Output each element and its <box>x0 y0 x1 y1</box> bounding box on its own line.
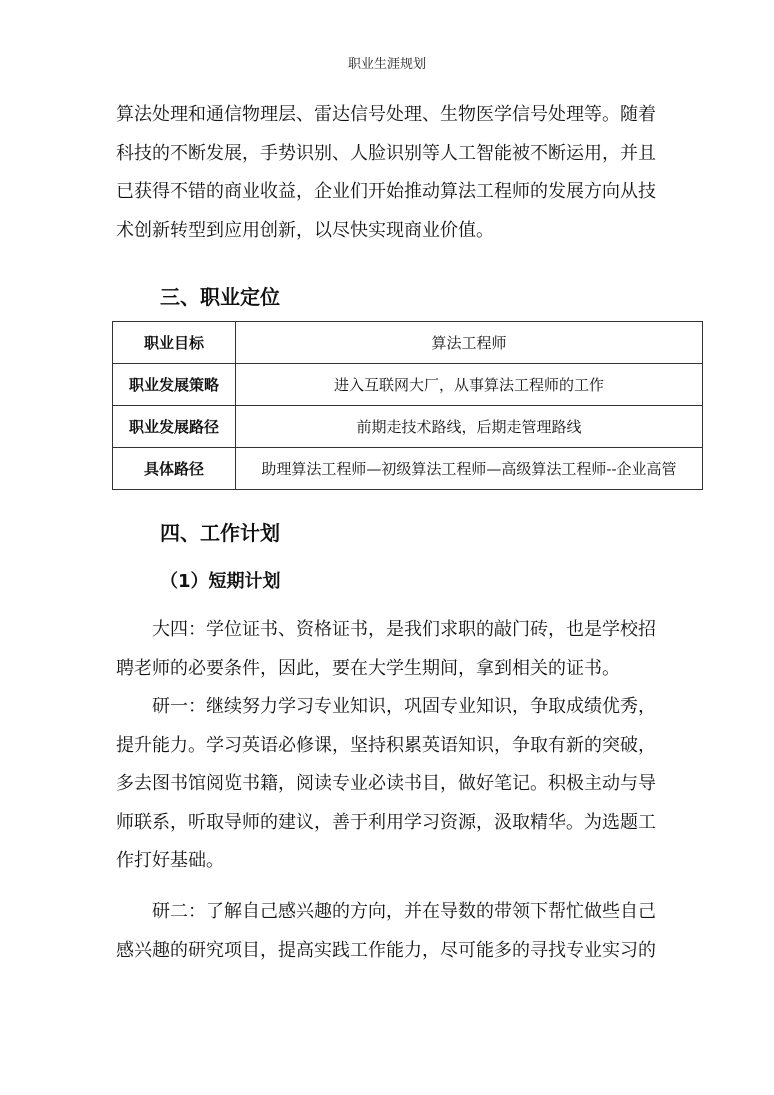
paragraph-line: 多去图书馆阅览书籍，阅读专业必读书目，做好笔记。积极主动与导 <box>116 773 656 794</box>
intro-line: 科技的不断发展，手势识别、人脸识别等人工智能被不断运用，并且 <box>116 142 656 164</box>
paragraph-line: 作打好基础。 <box>116 850 224 871</box>
intro-line: 已获得不错的商业收益，企业们开始推动算法工程师的发展方向从技 <box>116 181 656 202</box>
subheading-short-term-plan: （1）短期计划 <box>160 571 281 592</box>
intro-line: 算法处理和通信物理层、雷达信号处理、生物医学信号处理等。随着 <box>116 104 656 125</box>
table-row <box>113 364 703 406</box>
table-value-cell: 算法工程师 <box>236 322 703 364</box>
table-value-cell: 进入互联网大厂，从事算法工程师的工作 <box>236 364 703 406</box>
paragraph-line: 研二：了解自己感兴趣的方向，并在导数的带领下帮忙做些自己 <box>152 901 656 922</box>
paragraph-line: 大四：学位证书、资格证书，是我们求职的敲门砖，也是学校招 <box>152 619 656 640</box>
paragraph-line: 感兴趣的研究项目，提高实践工作能力，尽可能多的寻找专业实习的 <box>116 939 656 961</box>
page-header: 职业生涯规划 <box>347 57 426 72</box>
table-key-cell: 具体路径 <box>113 448 236 490</box>
paragraph-line: 提升能力。学习英语必修课，坚持积累英语知识，争取有新的突破， <box>116 734 656 756</box>
table-key-cell: 职业发展策略 <box>113 364 236 406</box>
table-key-cell: 职业目标 <box>113 322 236 364</box>
paragraph-line: 聘老师的必要条件，因此，要在大学生期间，拿到相关的证书。 <box>116 657 620 679</box>
first-grad-year-paragraph <box>116 688 676 881</box>
table-row <box>113 322 703 364</box>
table-row <box>113 448 703 490</box>
section-heading-work-plan: 四、工作计划 <box>160 521 280 545</box>
second-grad-year-paragraph <box>116 893 676 970</box>
paragraph-line: 师联系，听取导师的建议，善于利用学习资源，汲取精华。为选题工 <box>116 811 656 833</box>
career-positioning-table <box>112 321 703 490</box>
paragraph-line: 研一：继续努力学习专业知识，巩固专业知识，争取成绩优秀， <box>152 696 656 717</box>
intro-line: 术创新转型到应用创新，以尽快实现商业价值。 <box>116 219 494 241</box>
table-row <box>113 406 703 448</box>
section-heading-career-positioning: 三、职业定位 <box>160 285 280 309</box>
table-key-cell: 职业发展路径 <box>113 406 236 448</box>
table-value-cell: 助理算法工程师—初级算法工程师—高级算法工程师--企业高管 <box>236 448 703 490</box>
table-value-cell: 前期走技术路线，后期走管理路线 <box>236 406 703 448</box>
intro-paragraph <box>116 96 676 250</box>
senior-year-paragraph <box>116 611 676 688</box>
